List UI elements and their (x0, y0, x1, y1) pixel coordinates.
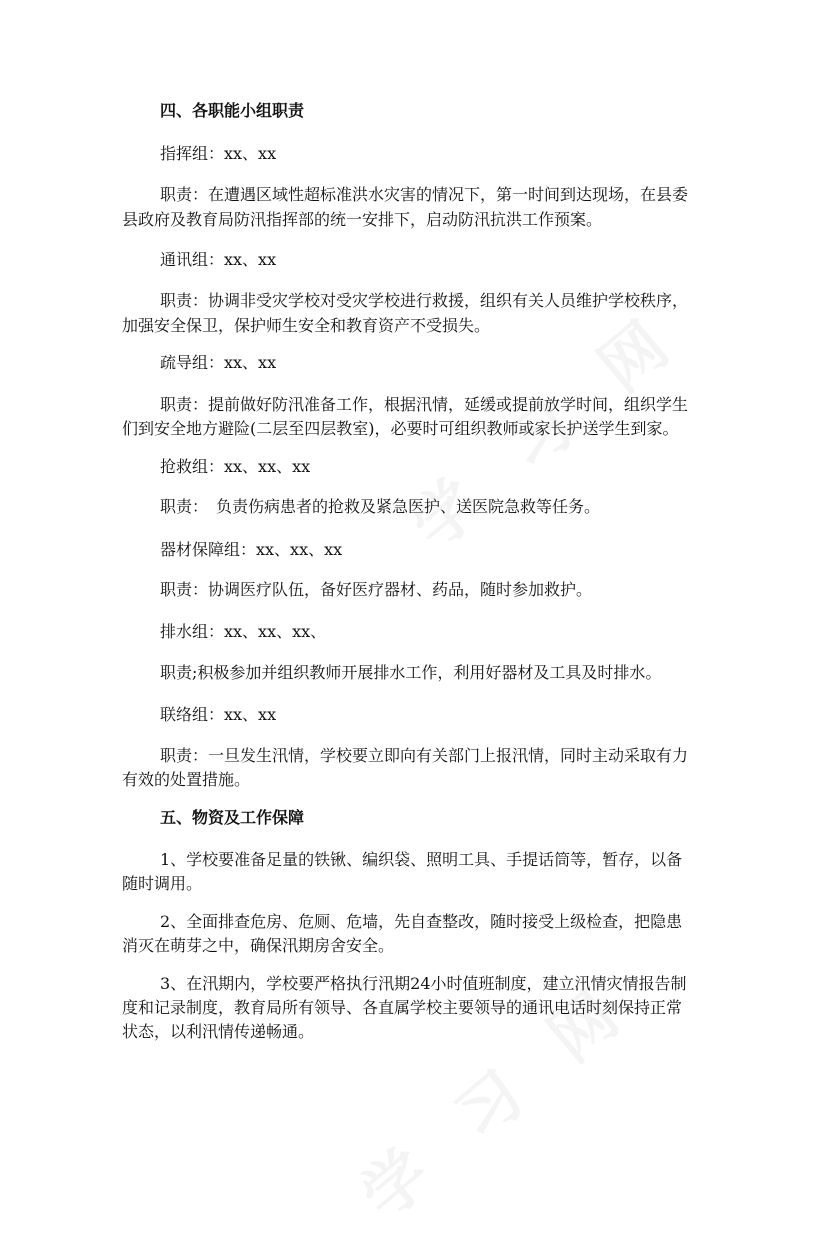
equipment-group-members: 器材保障组：xx、xx、xx (160, 540, 343, 559)
item-3-line-2: 度和记录制度，教育局所有领导、各直属学校主要领导的通讯电话时刻保持正常 (122, 998, 683, 1017)
liaison-duty-line-1: 职责：一旦发生汛情，学校要立即向有关部门上报汛情，同时主动采取有力 (160, 746, 689, 765)
item-2-line-2: 消灭在萌芽之中，确保汛期房舍安全。 (122, 936, 395, 955)
rescue-duty: 职责： 负责伤病患者的抢救及紧急医护、送医院急救等任务。 (160, 497, 601, 516)
comms-duty-line-1: 职责：协调非受灾学校对受灾学校进行救援，组织有关人员维护学校秩序， (160, 291, 689, 310)
item-3-line-3: 状态，以利汛情传递畅通。 (122, 1022, 315, 1041)
item-1-line-1: 1、学校要准备足量的铁锹、编织袋、照明工具、手提话筒等，暂存，以备 (160, 850, 683, 869)
evacuation-duty-line-2: 们到安全地方避险(二层至四层教室)，必要时可组织教师或家长护送学生到家。 (122, 419, 679, 438)
section-5-title: 五、物资及工作保障 (160, 808, 305, 827)
command-duty-line-2: 县政府及教育局防汛指挥部的统一安排下，启动防汛抗洪工作预案。 (122, 210, 603, 229)
item-3-line-1: 3、在汛期内，学校要严格执行汛期24小时值班制度，建立汛情灾情报告制 (160, 974, 687, 993)
comms-group-members: 通讯组：xx、xx (160, 250, 277, 269)
liaison-duty-line-2: 有效的处置措施。 (122, 770, 251, 789)
evacuation-group-members: 疏导组：xx、xx (160, 353, 277, 372)
command-group-members: 指挥组：xx、xx (160, 144, 277, 163)
command-duty-line-1: 职责：在遭遇区域性超标准洪水灾害的情况下，第一时间到达现场，在县委 (160, 185, 689, 204)
equipment-duty: 职责：协调医疗队伍，备好医疗器材、药品，随时参加救护。 (160, 580, 593, 599)
comms-duty-line-2: 加强安全保卫，保护师生安全和教育资产不受损失。 (122, 316, 491, 335)
item-1-line-2: 随时调用。 (122, 874, 203, 893)
drainage-duty: 职责;积极参加并组织教师开展排水工作，利用好器材及工具及时排水。 (160, 663, 662, 682)
rescue-group-members: 抢救组：xx、xx、xx (160, 457, 311, 476)
drainage-group-members: 排水组：xx、xx、xx、 (160, 622, 327, 641)
evacuation-duty-line-1: 职责：提前做好防汛准备工作，根据汛情，延缓或提前放学时间，组织学生 (160, 395, 689, 414)
liaison-group-members: 联络组：xx、xx (160, 705, 277, 724)
section-4-title: 四、各职能小组职责 (160, 101, 305, 120)
item-2-line-1: 2、全面排查危房、危厕、危墙，先自查整改，随时接受上级检查，把隐患 (160, 912, 683, 931)
